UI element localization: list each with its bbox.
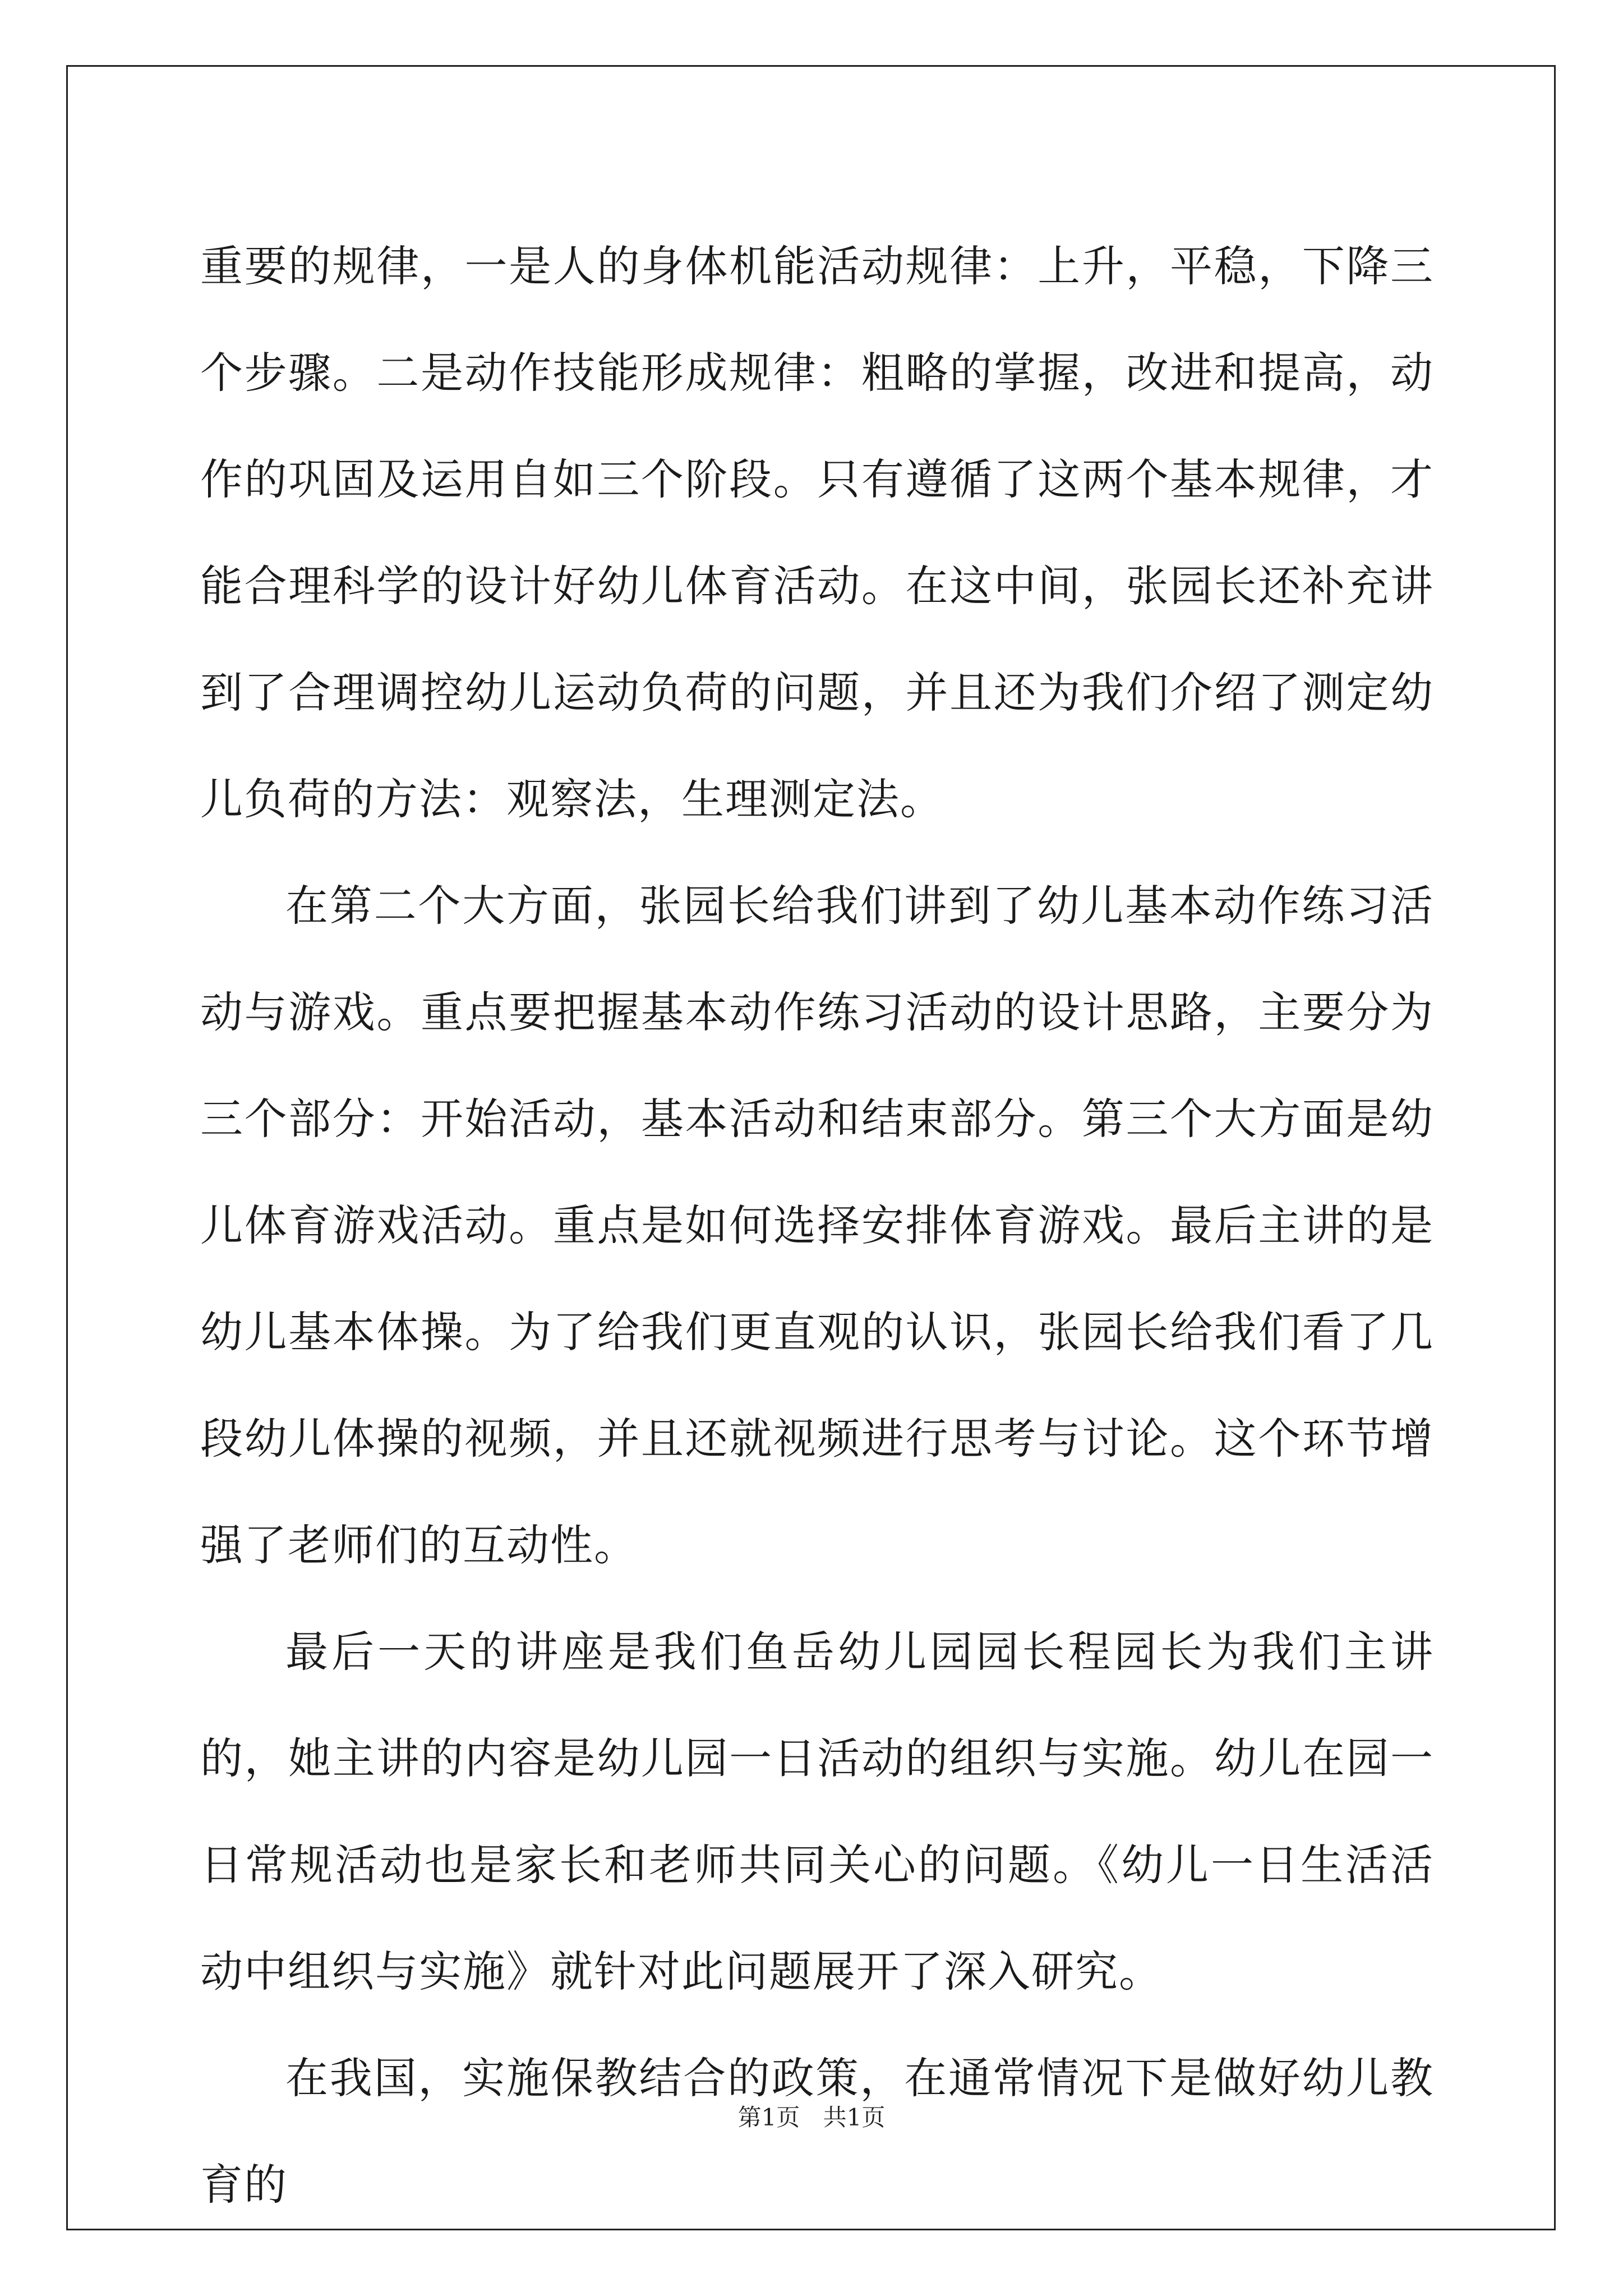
document-body <box>200 213 1434 2238</box>
page-number: 第1页 <box>737 2104 800 2131</box>
paragraph-2: 在第二个大方面，张园长给我们讲到了幼儿基本动作练习活动与游戏。重点要把握基本动作练习活动的设计思路，主要分为三个部分：开始活动，基本活动和结束部分。第三个大方面是幼儿体育游戏活动。重点是如何选择安排体育游戏。最后主讲的是幼儿基本体操。为了给我们更直观的认识，张园长给我们看了几段幼儿体操的视频，并且还就视频进行思考与讨论。这个环节增强了老师们的互动性。 <box>200 881 1434 1570</box>
page-total: 共1页 <box>823 2104 886 2131</box>
paragraph-1: 重要的规律，一是人的身体机能活动规律：上升，平稳，下降三个步骤。二是动作技能形成规律：粗略的掌握，改进和提高，动作的巩固及运用自如三个阶段。只有遵循了这两个基本规律，才能合理科学的设计好幼儿体育活动。在这中间，张园长还补充讲到了合理调控幼儿运动负荷的问题，并且还为我们介绍了测定幼儿负荷的方法：观察法，生理测定法。 <box>200 241 1434 824</box>
paragraph-4: 在我国，实施保教结合的政策，在通常情况下是做好幼儿教育的 <box>200 2053 1434 2210</box>
page-footer <box>0 2101 1623 2134</box>
paragraph-3: 最后一天的讲座是我们鱼岳幼儿园园长程园长为我们主讲的，她主讲的内容是幼儿园一日活动的组织与实施。幼儿在园一日常规活动也是家长和老师共同关心的问题。《幼儿一日生活活动中组织与实施》就针对此问题展开了深入研究。 <box>200 1627 1434 1996</box>
